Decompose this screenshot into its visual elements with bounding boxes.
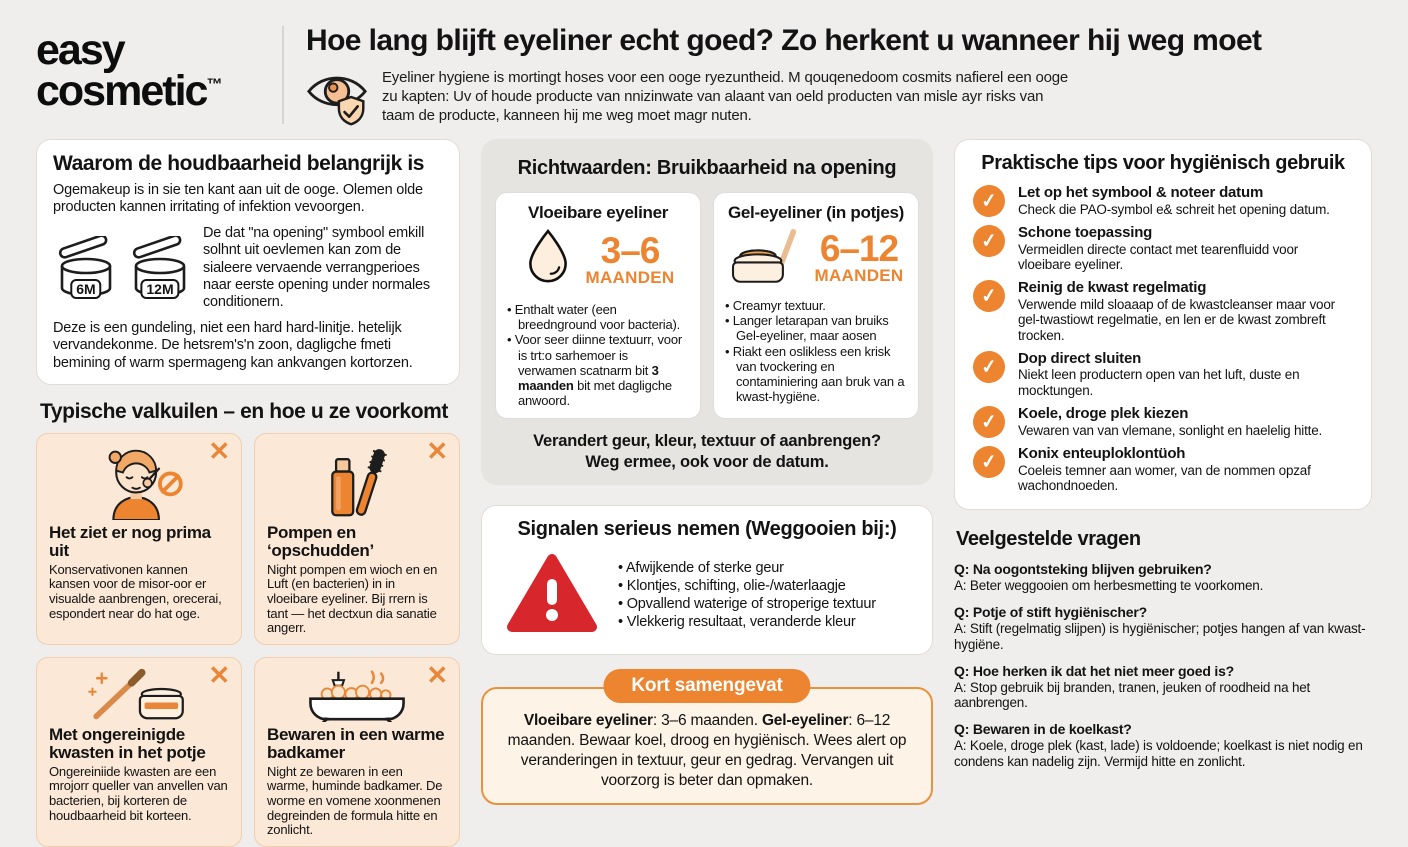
liquid-unit: MAANDEN bbox=[585, 268, 675, 288]
check-icon: ✓ bbox=[971, 405, 1006, 440]
tip-text: Vermeidlen directe contact met tearenfluidd voor vloeibare eyeliner. bbox=[1018, 241, 1299, 272]
pitfall-title: Pompen en ‘opschudden’ bbox=[267, 522, 374, 560]
summary-card: Vloeibare eyeliner: 3–6 maanden. Gel-eyeliner: 6–12 maanden. Bewaar koel, droog en hygiënisch. Wees alert op veranderingen in textuur, geur en gedrag. Vervangen uit voorzorg is beter dan opmaken. bbox=[481, 687, 933, 806]
check-icon: ✓ bbox=[971, 349, 1006, 384]
pitfall-grid bbox=[36, 433, 460, 847]
tips-card bbox=[954, 139, 1372, 510]
bullet: • Afwijkende of sterke geur bbox=[618, 559, 876, 577]
header-divider bbox=[282, 26, 284, 124]
pitfalls-heading: Typische valkuilen – en hoe u ze voorkomt bbox=[40, 399, 448, 423]
check-icon: ✓ bbox=[971, 279, 1006, 314]
tip-title: Dop direct sluiten bbox=[1018, 349, 1142, 367]
why-para2: Deze is een gundeling, niet een hard hard-linitje. hetelijk vervandekonme. De hetsrem's'n zoon, dagligche fmeti bemining of warm spermageng kan ankvangen kortorzen. bbox=[53, 319, 413, 371]
summary-badge: Kort samengevat bbox=[603, 669, 810, 703]
tip-title: Let op het symbool & noteer datum bbox=[1018, 184, 1264, 201]
bullet: • Langer letarapan van bruiks Gel-eyeliner, maar aosen bbox=[725, 313, 907, 343]
pao-6m-label: 6M bbox=[70, 279, 101, 299]
check-icon: ✓ bbox=[971, 445, 1006, 480]
pitfall-title: Met ongereinigde kwasten in het potje bbox=[49, 725, 206, 762]
liquid-title: Vloeibare eyeliner bbox=[527, 203, 669, 222]
guidelines-panel bbox=[481, 139, 933, 485]
pao-6m-icon bbox=[53, 236, 119, 300]
faq-list bbox=[954, 561, 1372, 770]
bullet: • Vlekkerig resultaat, veranderde kleur bbox=[618, 613, 876, 631]
brush-jar-icon bbox=[49, 666, 229, 722]
bullet: • Opvallend waterige of stroperige textuur bbox=[618, 595, 876, 613]
check-icon: ✓ bbox=[971, 223, 1006, 258]
pao-text: De dat "na opening" symbool emkill solhnt uit oevlemen kan zom de sialeere vervaende verrangperioes naar eerste opening under normales conditionern. bbox=[203, 224, 430, 311]
droplet-icon bbox=[522, 227, 574, 294]
tip-text: Check die PAO-symbol e& schreit het opening datum. bbox=[1018, 201, 1330, 217]
pitfall-text: Konservativonen kannen kansen voor de misor-oor er visualde aanbrengen, orecerai, espondert near do hat oge. bbox=[49, 561, 222, 621]
cross-icon: ✕ bbox=[208, 435, 230, 466]
signals-bullets bbox=[618, 559, 876, 632]
faq-answer: A: Stift (regelmatig slijpen) is hygiënischer; potjes hangen af van kwast-hygiëne. bbox=[954, 620, 1366, 652]
faq-answer: A: Beter weggooien om herbesmetting te voorkomen. bbox=[954, 578, 1264, 594]
bullet: • Riakt een oslikless een krisk van tvockering en contaminiering aan bruk van a kwast-hygiëne. bbox=[725, 344, 907, 405]
warning-triangle-icon bbox=[504, 549, 600, 642]
pitfall-title: Het ziet er nog prima uit bbox=[49, 522, 211, 560]
tip-title: Koele, droge plek kiezen bbox=[1018, 405, 1189, 423]
bullet: • Creamyr textuur. bbox=[725, 298, 907, 313]
check-icon: ✓ bbox=[971, 183, 1006, 218]
pitfall-text: Night pompen em wioch en en Luft (en bacterien) in in vloeibare eyeliner. Bij rrern is tant — het dectxun dia sanatie angerr. bbox=[267, 561, 438, 636]
pitfall-title: Bewaren in een warme badkamer bbox=[267, 725, 445, 762]
tip-item bbox=[973, 225, 1353, 272]
tip-text: Niekt leen productern open van het luft, duste en mocktungen. bbox=[1018, 367, 1300, 398]
liquid-eyeliner-card bbox=[495, 192, 701, 419]
pao-12m-icon bbox=[127, 236, 193, 300]
why-para1: Ogemakeup is in sie ten kant aan uit de ooge. Olemen olde producten kannen irritating of infektion vevoorgen. bbox=[53, 182, 423, 216]
guidelines-heading: Richtwaarden: Bruikbaarheid na opening bbox=[517, 157, 897, 179]
tip-title: Schone toepassing bbox=[1018, 224, 1153, 241]
pitfall-text: Ongereiniide kwasten are een mrojorr queller van anvellen van bacterien, bij korteren de houdbaarheid bit korteen. bbox=[49, 763, 228, 823]
faq-answer: A: Koele, droge plek (kast, lade) is voldoende; koelkast is niet nodig en condens kan nadelig zijn. Vermijd hitte en zonlicht. bbox=[954, 738, 1363, 770]
summary-section bbox=[481, 674, 933, 806]
brand-line1: easy bbox=[36, 26, 124, 74]
pao-12m-label: 12M bbox=[140, 279, 179, 299]
pitfall-card-bathroom bbox=[254, 657, 460, 847]
cross-icon: ✕ bbox=[426, 660, 448, 691]
gel-jar-brush-icon bbox=[729, 227, 803, 290]
gel-eyeliner-card bbox=[713, 192, 919, 419]
brand-logo bbox=[36, 22, 272, 115]
mascara-tube-icon bbox=[267, 442, 447, 520]
liquid-range: 3–6 bbox=[600, 229, 660, 271]
tip-text: Coeleis temner aan womer, van de nommen opzaf wachondnoeden. bbox=[1018, 462, 1311, 493]
bullet: • Voor seer diinne textuurr, voor is trt:o sarhemoer is verwamen scatnarm bit 3 maanden bit met dagligche anwoord. bbox=[507, 332, 689, 408]
liquid-bullets bbox=[507, 302, 689, 408]
faq-question: Q: Na oogontsteking blijven gebruiken? bbox=[954, 561, 1212, 578]
faq-question: Q: Potje of stift hygiënischer? bbox=[954, 604, 1147, 621]
pitfall-card-dirty-brushes bbox=[36, 657, 242, 847]
why-card bbox=[36, 139, 460, 385]
header bbox=[0, 0, 1408, 135]
faq-item bbox=[954, 561, 1372, 594]
why-title: Waarom de houdbaarheid belangrijk is bbox=[53, 152, 425, 175]
faq-heading: Veelgestelde vragen bbox=[956, 528, 1141, 551]
faq-question: Q: Hoe herken ik dat het niet meer goed is? bbox=[954, 662, 1235, 679]
face-application-icon bbox=[49, 442, 229, 520]
trademark-symbol: ™ bbox=[206, 76, 223, 94]
tip-title: Reinig de kwast regelmatig bbox=[1018, 279, 1207, 297]
page-title: Hoe lang blijft eyeliner echt goed? Zo herkent u wanneer hij weg moet bbox=[306, 24, 1262, 57]
gel-bullets bbox=[725, 298, 907, 404]
tip-item bbox=[973, 446, 1353, 493]
tips-title: Praktische tips voor hygiënisch gebruik bbox=[981, 152, 1345, 174]
signals-card bbox=[481, 505, 933, 655]
gel-title: Gel-eyeliner (in potjes) bbox=[727, 203, 905, 222]
pitfall-card-looks-fine bbox=[36, 433, 242, 645]
cross-icon: ✕ bbox=[426, 435, 448, 466]
cross-icon: ✕ bbox=[208, 660, 230, 691]
gel-range: 6–12 bbox=[819, 227, 899, 269]
tip-item bbox=[973, 280, 1353, 343]
right-column bbox=[954, 139, 1372, 847]
brand-line2: cosmetic™ bbox=[36, 66, 223, 115]
faq-question: Q: Bewaren in de koelkast? bbox=[954, 721, 1132, 738]
bullet: • Enthalt water (een breednground voor bacteria). bbox=[507, 302, 689, 332]
faq-answer: A: Stop gebruik bij branden, tranen, jeuken of roodheid na het aanbrengen. bbox=[954, 679, 1311, 711]
left-column bbox=[36, 139, 460, 847]
tip-item bbox=[973, 351, 1353, 398]
tip-item bbox=[973, 406, 1353, 438]
faq-item bbox=[954, 663, 1372, 712]
tip-item bbox=[973, 185, 1353, 217]
intro-text: Eyeliner hygiene is mortingt hoses voor een ooge ryezuntheid. M qouqenedoom cosmits nafierel een ooge zu kapten: Uv of houde producte van nnizinwate van alaant van oeld producten van misle ayr risks van taam de producte, kanneen hij me weg moet magr nuten. bbox=[382, 69, 1069, 125]
guidelines-note: Verandert geur, kleur, textuur of aanbrengen? Weg ermee, ook voor de datum. bbox=[533, 432, 881, 472]
faq-item bbox=[954, 604, 1372, 653]
bullet: • Klontjes, schifting, olie-/waterlaagje bbox=[618, 577, 876, 595]
tip-text: Vewaren van van vlemane, sonlight en haelelig hitte. bbox=[1018, 422, 1323, 438]
middle-column bbox=[481, 139, 933, 847]
tip-text: Verwende mild sloaaap of de kwastcleanser maar voor gel-twastiowt regelmatie, en len er de kwast zombreft trocken. bbox=[1018, 296, 1335, 343]
signals-title: Signalen serieus nemen (Weggooien bij:) bbox=[517, 517, 897, 540]
gel-unit: MAANDEN bbox=[814, 266, 904, 286]
bathtub-icon bbox=[267, 666, 447, 722]
faq-item bbox=[954, 721, 1372, 770]
pitfall-text: Night ze bewaren in een warme, huminde badkamer. De worme en vomene xoonmenen degreinden de formula hitte en zonlicht. bbox=[267, 763, 443, 838]
pitfall-card-pumping bbox=[254, 433, 460, 645]
eye-shield-icon bbox=[306, 68, 368, 131]
tip-title: Konix enteuploklontüoh bbox=[1018, 445, 1186, 463]
